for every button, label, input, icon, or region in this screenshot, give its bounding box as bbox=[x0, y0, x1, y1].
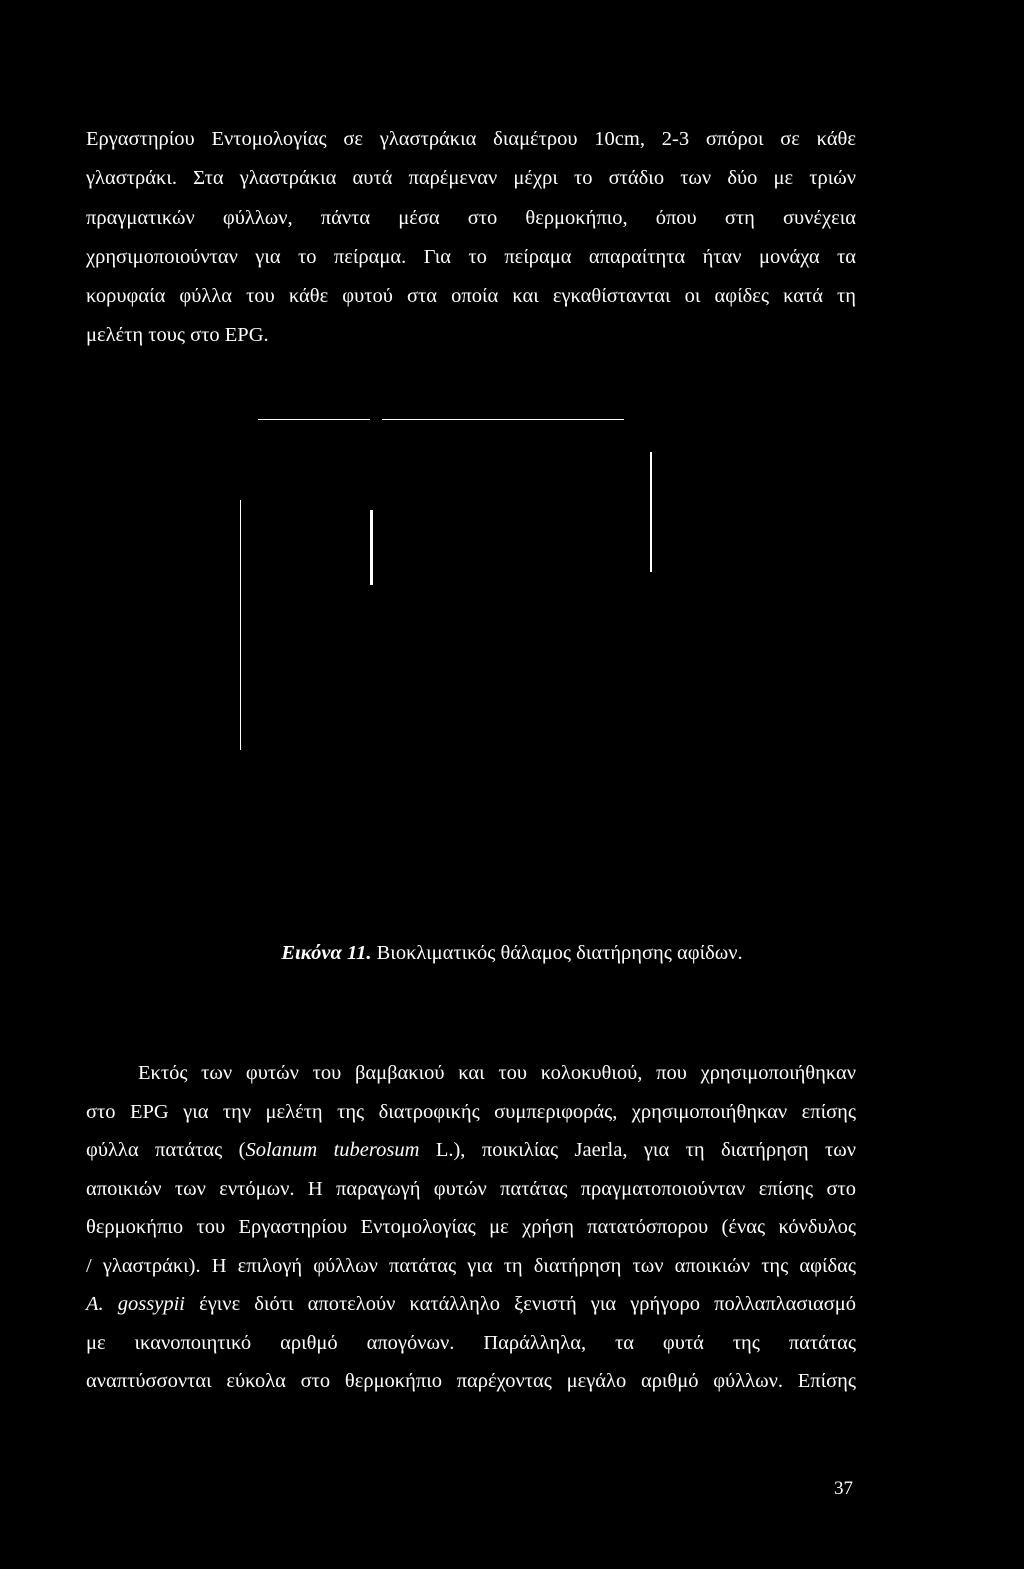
figure-top-rule-right bbox=[382, 419, 624, 420]
text-line: στο EPG για την μελέτη της διατροφικής συμπεριφοράς, χρησιμοποιήθηκαν επίσης bbox=[86, 1100, 856, 1123]
figure-caption bbox=[0, 938, 1024, 968]
paragraph-1 bbox=[86, 120, 856, 356]
text-line bbox=[86, 1131, 856, 1170]
text-line bbox=[86, 1285, 856, 1324]
text-line: πραγματικών φύλλων, πάντα μέσα στο θερμοκήπιο, όπου στη συνέχεια bbox=[86, 206, 856, 229]
text-line: θερμοκήπιο του Εργαστηρίου Εντομολογίας με χρήση πατατόσπορου (ένας κόνδυλος bbox=[86, 1216, 856, 1238]
text-line: Εκτός των φυτών του βαμβακιού και του κολοκυθιού, που χρησιμοποιήθηκαν bbox=[138, 1062, 856, 1084]
figure-vertical-line-left bbox=[240, 500, 241, 750]
text-line: / γλαστράκι). Η επιλογή φύλλων πατάτας για τη διατήρηση των αποικιών της αφίδας bbox=[86, 1254, 856, 1277]
text-line: χρησιμοποιούνταν για το πείραμα. Για το πείραμα απαραίτητα ήταν μονάχα τα bbox=[86, 245, 856, 268]
figure-top-rule-left bbox=[258, 419, 370, 420]
text-segment: φύλλα πατάτας ( bbox=[86, 1139, 246, 1161]
species-name: Solanum tuberosum bbox=[245, 1139, 420, 1161]
page-number: 37 bbox=[834, 1478, 853, 1499]
figure-vertical-line-right bbox=[650, 452, 652, 572]
text-line: Εργαστηρίου Εντομολογίας σε γλαστράκια διαμέτρου 10cm, 2-3 σπόροι σε κάθε bbox=[86, 128, 856, 150]
figure-image bbox=[230, 400, 670, 800]
text-line: μελέτη τους στο EPG. bbox=[86, 324, 269, 347]
text-line: κορυφαία φύλλα του κάθε φυτού στα οποία και εγκαθίστανται οι αφίδες κατά τη bbox=[86, 285, 856, 308]
species-name: A. gossypii bbox=[86, 1293, 185, 1315]
paragraph-2 bbox=[86, 1054, 856, 1401]
figure-caption-label: Εικόνα 11. bbox=[281, 942, 372, 964]
text-line: γλαστράκι. Στα γλαστράκια αυτά παρέμεναν μέχρι το στάδιο των δύο με τριών bbox=[86, 167, 856, 190]
figure-caption-text: Βιοκλιματικός θάλαμος διατήρησης αφίδων. bbox=[376, 942, 743, 964]
text-line: αναπτύσσονται εύκολα στο θερμοκήπιο παρέχοντας μεγάλο αριθμό φύλλων. Επίσης bbox=[86, 1370, 856, 1392]
text-segment: έγινε διότι αποτελούν κατάλληλο ξενιστή για γρήγορο πολλαπλασιασμό bbox=[184, 1293, 857, 1315]
figure-vertical-line-middle bbox=[370, 510, 373, 585]
text-line: αποικιών των εντόμων. Η παραγωγή φυτών πατάτας πραγματοποιούνταν επίσης στο bbox=[86, 1177, 856, 1200]
text-line: με ικανοποιητικό αριθμό απογόνων. Παράλληλα, τα φυτά της πατάτας bbox=[86, 1331, 856, 1354]
text-segment: L.), ποικιλίας Jaerla, για τη διατήρηση των bbox=[419, 1139, 857, 1161]
